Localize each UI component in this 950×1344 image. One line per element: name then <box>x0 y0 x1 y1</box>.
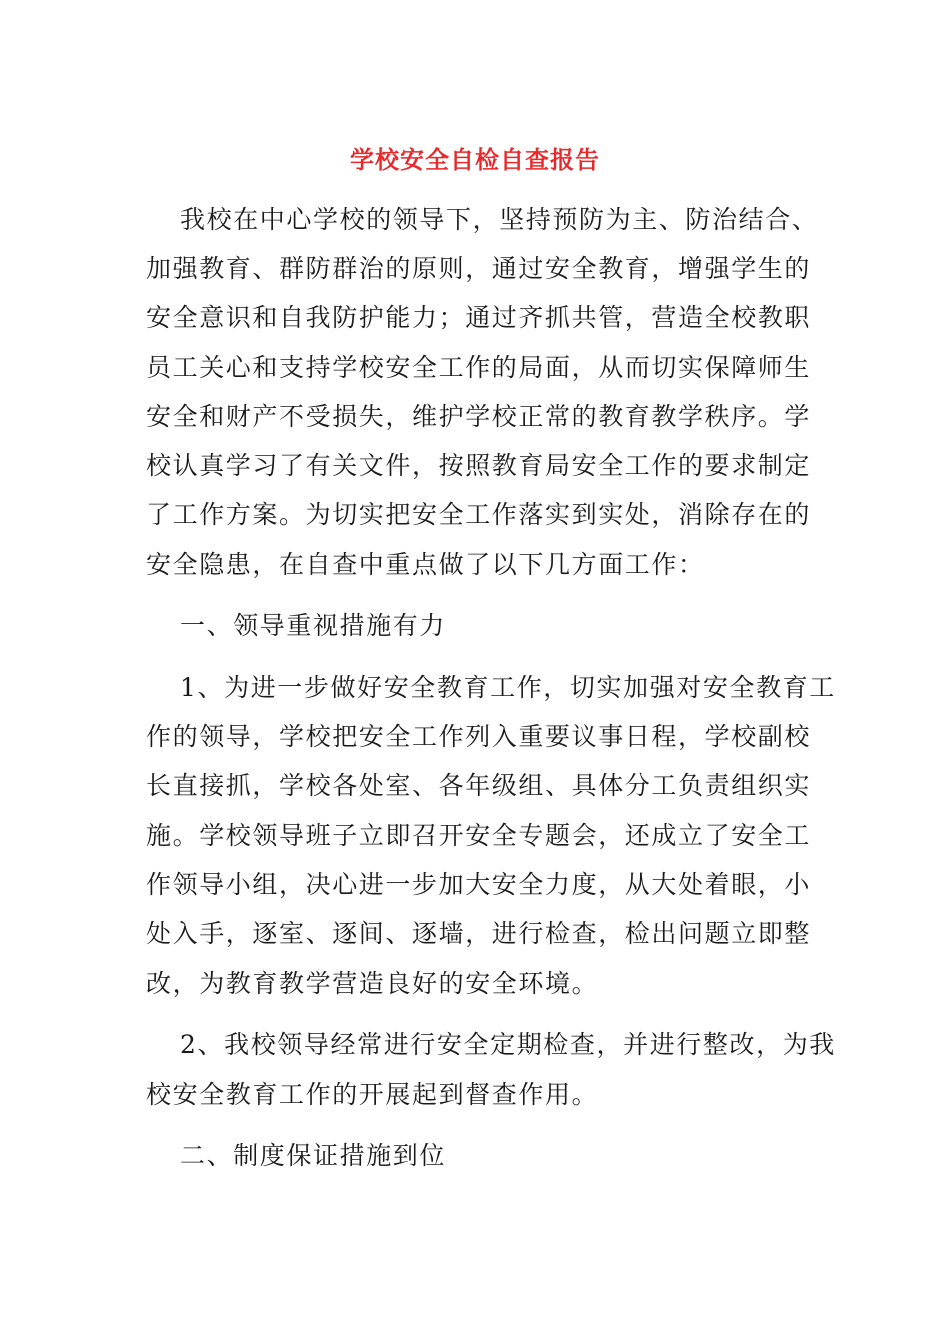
section-heading: 二、制度保证措施到位 <box>180 1141 447 1170</box>
paragraph-line: 2、我校领导经常进行安全定期检查，并进行整改，为我 <box>180 1030 836 1059</box>
paragraph-line: 加强教育、群防群治的原则，通过安全教育，增强学生的 <box>146 254 812 283</box>
paragraph-line: 安全和财产不受损失，维护学校正常的教育教学秩序。学 <box>146 402 812 431</box>
paragraph-line: 作的领导，学校把安全工作列入重要议事日程，学校副校 <box>146 722 812 751</box>
paragraph-line: 校安全教育工作的开展起到督查作用。 <box>146 1080 599 1109</box>
document-title: 学校安全自检自查报告 <box>350 145 600 174</box>
paragraph-line: 施。学校领导班子立即召开安全专题会，还成立了安全工 <box>146 821 812 850</box>
paragraph-line: 长直接抓，学校各处室、各年级组、具体分工负责组织实 <box>146 771 812 800</box>
paragraph-line: 安全隐患，在自查中重点做了以下几方面工作： <box>146 550 705 579</box>
paragraph-line: 作领导小组，决心进一步加大安全力度，从大处着眼，小 <box>146 870 812 899</box>
paragraph-line: 我校在中心学校的领导下，坚持预防为主、防治结合、 <box>180 205 819 234</box>
paragraph-line: 改，为教育教学营造良好的安全环境。 <box>146 969 599 998</box>
paragraph-line: 校认真学习了有关文件，按照教育局安全工作的要求制定 <box>146 451 812 480</box>
paragraph-line: 了工作方案。为切实把安全工作落实到实处，消除存在的 <box>146 500 812 529</box>
paragraph-line: 员工关心和支持学校安全工作的局面，从而切实保障师生 <box>146 353 812 382</box>
paragraph-line: 1、为进一步做好安全教育工作，切实加强对安全教育工 <box>180 673 836 702</box>
paragraph-line: 处入手，逐室、逐间、逐墙，进行检查，检出问题立即整 <box>146 919 812 948</box>
paragraph-line: 安全意识和自我防护能力；通过齐抓共管，营造全校教职 <box>146 303 812 332</box>
section-heading: 一、领导重视措施有力 <box>180 611 447 640</box>
